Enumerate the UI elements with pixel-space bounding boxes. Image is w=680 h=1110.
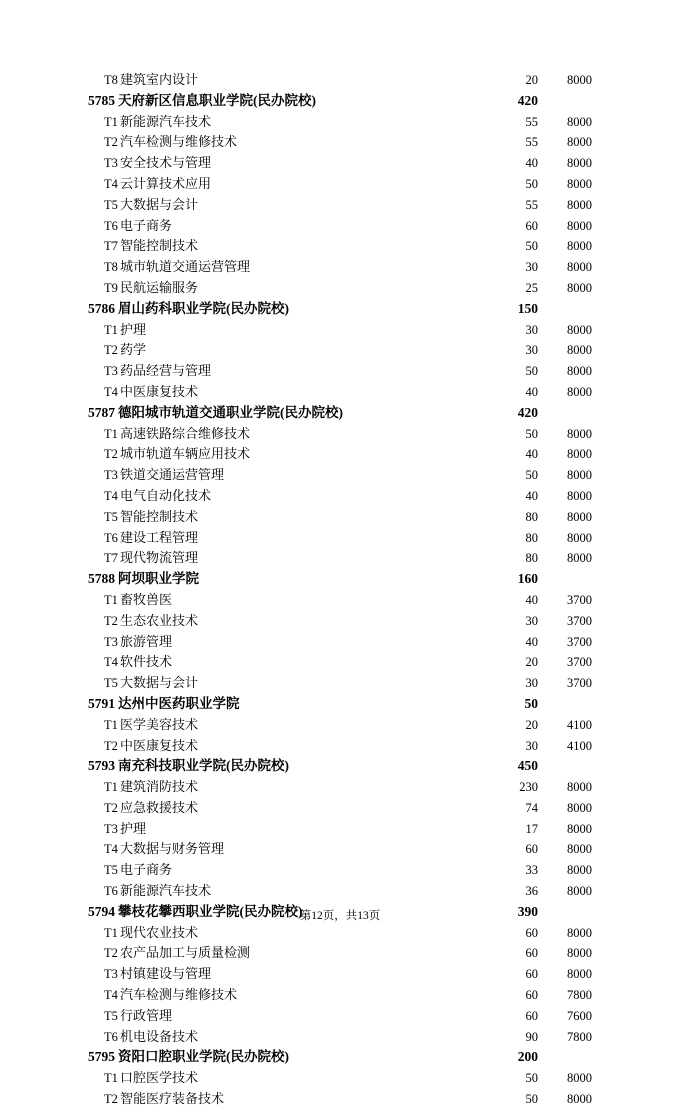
plan-count: 30 (525, 343, 538, 358)
major-code: T1 (104, 780, 118, 795)
major-name: 新能源汽车技术 (120, 883, 212, 899)
major-row (88, 444, 592, 465)
tuition-fee: 8000 (567, 863, 592, 878)
major-row (88, 528, 592, 549)
major-name: 智能控制技术 (120, 238, 199, 254)
plan-count: 200 (517, 1049, 538, 1065)
tuition-fee (544, 569, 592, 590)
major-code: T6 (104, 1029, 118, 1044)
major-name: 中医康复技术 (120, 737, 199, 753)
major-code: T8 (104, 73, 118, 87)
school-code: 5793 (88, 758, 115, 774)
major-name: 大数据与会计 (120, 675, 199, 691)
tuition-fee: 8000 (567, 260, 592, 275)
tuition-fee: 3700 (567, 592, 592, 607)
major-code: T3 (104, 821, 118, 836)
plan-count: 60 (525, 842, 538, 857)
major-row (88, 174, 592, 195)
plan-count: 40 (525, 447, 538, 462)
tuition-fee (544, 299, 592, 320)
major-name: 药品经营与管理 (120, 363, 212, 379)
major-name: 民航运输服务 (120, 279, 199, 295)
page-footer: 第12页，共13页 (299, 910, 381, 922)
school-name: 天府新区信息职业学院(民办院校) (118, 92, 316, 108)
major-name: 中医康复技术 (120, 383, 199, 399)
major-code: T2 (104, 135, 118, 150)
major-name: 机电设备技术 (120, 1028, 199, 1044)
plan-count: 30 (525, 613, 538, 628)
tuition-fee: 8000 (567, 925, 592, 940)
tuition-fee: 8000 (567, 780, 592, 795)
major-name: 智能医疗装备技术 (120, 1091, 225, 1107)
plan-count: 36 (525, 884, 538, 899)
major-code: T7 (104, 239, 118, 254)
school-code: 5788 (88, 571, 115, 587)
major-name: 云计算技术应用 (120, 175, 212, 191)
major-name: 建筑室内设计 (120, 72, 199, 87)
school-code: 5786 (88, 300, 115, 316)
major-name: 建设工程管理 (120, 529, 199, 545)
major-row (88, 70, 592, 91)
plan-count: 50 (525, 239, 538, 254)
major-code: T5 (104, 197, 118, 212)
school-name: 德阳城市轨道交通职业学院(民办院校) (118, 404, 343, 420)
tuition-fee: 8000 (567, 384, 592, 399)
major-code: T1 (104, 114, 118, 129)
major-code: T1 (104, 322, 118, 337)
major-code: T5 (104, 676, 118, 691)
major-name: 铁道交通运营管理 (120, 467, 225, 483)
tuition-fee: 4100 (567, 717, 592, 732)
plan-count: 420 (517, 92, 538, 108)
plan-count: 150 (517, 300, 538, 316)
tuition-fee (544, 694, 592, 715)
school-name: 阿坝职业学院 (118, 571, 199, 587)
tuition-fee: 7800 (567, 988, 592, 1003)
plan-count: 450 (517, 758, 538, 774)
tuition-fee: 8000 (567, 967, 592, 982)
tuition-fee: 7800 (567, 1029, 592, 1044)
tuition-fee: 3700 (567, 613, 592, 628)
plan-count: 40 (525, 634, 538, 649)
plan-count: 60 (525, 925, 538, 940)
plan-count: 55 (525, 197, 538, 212)
tuition-fee: 8000 (567, 800, 592, 815)
plan-count: 60 (525, 218, 538, 233)
major-row (88, 507, 592, 528)
major-row (88, 486, 592, 507)
tuition-fee: 8000 (567, 156, 592, 171)
major-row (88, 985, 592, 1006)
school-code: 5787 (88, 404, 115, 420)
major-row (88, 361, 592, 382)
major-row (88, 923, 592, 944)
tuition-fee: 4100 (567, 738, 592, 753)
plan-count: 390 (517, 903, 538, 919)
tuition-fee (544, 403, 592, 424)
plan-count: 40 (525, 488, 538, 503)
plan-count: 20 (525, 717, 538, 732)
major-code: T3 (104, 156, 118, 171)
tuition-fee: 3700 (567, 634, 592, 649)
plan-count: 20 (525, 655, 538, 670)
major-code: T1 (104, 592, 118, 607)
plan-count: 40 (525, 156, 538, 171)
major-code: T1 (104, 925, 118, 940)
plan-count: 160 (517, 571, 538, 587)
major-row (88, 548, 592, 569)
school-code: 5785 (88, 92, 115, 108)
plan-count: 30 (525, 322, 538, 337)
plan-count: 230 (519, 780, 538, 795)
major-row (88, 881, 592, 902)
major-row (88, 860, 592, 881)
major-row (88, 195, 592, 216)
major-name: 汽车检测与维修技术 (120, 987, 238, 1003)
major-code: T6 (104, 530, 118, 545)
major-row (88, 424, 592, 445)
school-row (88, 403, 592, 424)
major-row (88, 715, 592, 736)
major-name: 农产品加工与质量检测 (120, 945, 251, 961)
plan-count: 80 (525, 551, 538, 566)
plan-count: 30 (525, 738, 538, 753)
major-code: T4 (104, 488, 118, 503)
school-row (88, 569, 592, 590)
plan-count: 17 (525, 821, 538, 836)
tuition-fee: 7600 (567, 1008, 592, 1023)
tuition-fee: 8000 (567, 73, 592, 87)
major-row (88, 236, 592, 257)
major-name: 软件技术 (120, 654, 173, 670)
tuition-fee: 3700 (567, 655, 592, 670)
plan-count: 60 (525, 946, 538, 961)
plan-count: 30 (525, 676, 538, 691)
tuition-fee (544, 91, 592, 112)
tuition-fee: 8000 (567, 509, 592, 524)
major-row (88, 632, 592, 653)
major-code: T2 (104, 800, 118, 815)
major-name: 建筑消防技术 (120, 779, 199, 795)
tuition-fee: 8000 (567, 218, 592, 233)
major-row (88, 1006, 592, 1027)
tuition-fee: 8000 (567, 114, 592, 129)
school-row (88, 756, 592, 777)
plan-count: 50 (525, 176, 538, 191)
major-code: T3 (104, 364, 118, 379)
tuition-fee: 8000 (567, 176, 592, 191)
major-row (88, 112, 592, 133)
plan-count: 33 (525, 863, 538, 878)
major-row (88, 320, 592, 341)
plan-count: 60 (525, 1008, 538, 1023)
major-name: 电子商务 (120, 217, 173, 233)
major-row (88, 652, 592, 673)
major-name: 护理 (120, 321, 147, 337)
major-name: 城市轨道车辆应用技术 (120, 446, 251, 462)
major-code: T4 (104, 988, 118, 1003)
school-name: 攀枝花攀西职业学院(民办院校) (118, 903, 303, 919)
tuition-fee: 8000 (567, 426, 592, 441)
school-code: 5791 (88, 695, 115, 711)
plan-count: 60 (525, 967, 538, 982)
tuition-fee: 8000 (567, 551, 592, 566)
plan-count: 25 (525, 280, 538, 295)
major-row (88, 257, 592, 278)
major-row (88, 132, 592, 153)
major-row (88, 153, 592, 174)
plan-count: 40 (525, 384, 538, 399)
major-code: T2 (104, 738, 118, 753)
plan-count: 80 (525, 509, 538, 524)
tuition-fee: 8000 (567, 239, 592, 254)
table-body (88, 70, 592, 1110)
tuition-fee: 8000 (567, 364, 592, 379)
major-name: 大数据与会计 (120, 196, 199, 212)
tuition-fee: 8000 (567, 343, 592, 358)
major-row (88, 736, 592, 757)
major-row (88, 819, 592, 840)
plan-count: 50 (525, 364, 538, 379)
major-code: T7 (104, 551, 118, 566)
major-code: T1 (104, 717, 118, 732)
plan-count: 80 (525, 530, 538, 545)
major-code: T4 (104, 655, 118, 670)
major-code: T3 (104, 967, 118, 982)
major-code: T6 (104, 884, 118, 899)
major-name: 护理 (120, 820, 147, 836)
major-name: 医学美容技术 (120, 716, 199, 732)
tuition-fee (544, 1047, 592, 1068)
major-code: T6 (104, 218, 118, 233)
major-row (88, 1089, 592, 1110)
tuition-fee: 8000 (567, 280, 592, 295)
plan-count: 60 (525, 988, 538, 1003)
major-name: 口腔医学技术 (120, 1070, 199, 1086)
major-name: 城市轨道交通运营管理 (120, 259, 251, 275)
plan-count: 30 (525, 260, 538, 275)
major-code: T3 (104, 634, 118, 649)
major-row (88, 943, 592, 964)
tuition-fee: 8000 (567, 1092, 592, 1107)
major-row (88, 798, 592, 819)
tuition-fee: 3700 (567, 676, 592, 691)
major-code: T2 (104, 613, 118, 628)
tuition-fee: 8000 (567, 530, 592, 545)
major-name: 智能控制技术 (120, 508, 199, 524)
major-name: 行政管理 (120, 1007, 173, 1023)
major-row (88, 673, 592, 694)
major-row (88, 278, 592, 299)
major-code: T9 (104, 280, 118, 295)
major-name: 药学 (120, 342, 147, 358)
major-code: T2 (104, 447, 118, 462)
major-code: T4 (104, 384, 118, 399)
plan-count: 90 (525, 1029, 538, 1044)
major-code: T2 (104, 946, 118, 961)
major-code: T2 (104, 343, 118, 358)
major-row (88, 382, 592, 403)
major-name: 应急救援技术 (120, 799, 199, 815)
tuition-fee: 8000 (567, 1071, 592, 1086)
school-name: 达州中医药职业学院 (118, 695, 240, 711)
school-name: 眉山药科职业学院(民办院校) (118, 300, 289, 316)
tuition-fee: 8000 (567, 842, 592, 857)
major-code: T2 (104, 1092, 118, 1107)
tuition-fee: 8000 (567, 821, 592, 836)
major-code: T8 (104, 260, 118, 275)
major-row (88, 1027, 592, 1048)
major-name: 生态农业技术 (120, 612, 199, 628)
tuition-fee: 8000 (567, 488, 592, 503)
school-row (88, 299, 592, 320)
major-code: T1 (104, 1071, 118, 1086)
school-name: 南充科技职业学院(民办院校) (118, 758, 289, 774)
tuition-fee: 8000 (567, 468, 592, 483)
tuition-fee: 8000 (567, 197, 592, 212)
major-row (88, 216, 592, 237)
tuition-fee: 8000 (567, 884, 592, 899)
major-row (88, 777, 592, 798)
plan-count: 50 (525, 426, 538, 441)
major-code: T5 (104, 1008, 118, 1023)
enrollment-plan-table (88, 70, 592, 1110)
major-row (88, 1068, 592, 1089)
major-row (88, 839, 592, 860)
plan-count: 20 (525, 73, 538, 87)
major-row (88, 964, 592, 985)
major-name: 现代农业技术 (120, 924, 199, 940)
major-name: 安全技术与管理 (120, 155, 212, 171)
plan-count: 50 (525, 468, 538, 483)
school-row (88, 91, 592, 112)
major-code: T5 (104, 863, 118, 878)
plan-count: 55 (525, 135, 538, 150)
major-code: T1 (104, 426, 118, 441)
major-name: 汽车检测与维修技术 (120, 134, 238, 150)
school-code: 5795 (88, 1049, 115, 1065)
tuition-fee: 8000 (567, 946, 592, 961)
tuition-fee: 8000 (567, 322, 592, 337)
plan-count: 55 (525, 114, 538, 129)
major-row (88, 611, 592, 632)
major-code: T3 (104, 468, 118, 483)
major-name: 畜牧兽医 (120, 591, 173, 607)
tuition-fee: 8000 (567, 447, 592, 462)
major-name: 电气自动化技术 (120, 487, 212, 503)
plan-count: 50 (525, 1092, 538, 1107)
major-name: 现代物流管理 (120, 550, 199, 566)
school-row (88, 694, 592, 715)
major-name: 新能源汽车技术 (120, 113, 212, 129)
major-name: 旅游管理 (120, 633, 173, 649)
school-code: 5794 (88, 903, 115, 919)
plan-count: 50 (524, 695, 538, 711)
tuition-fee: 8000 (567, 135, 592, 150)
school-name: 资阳口腔职业学院(民办院校) (118, 1049, 289, 1065)
major-row (88, 340, 592, 361)
major-code: T4 (104, 176, 118, 191)
major-code: T4 (104, 842, 118, 857)
plan-count: 50 (525, 1071, 538, 1086)
major-name: 大数据与财务管理 (120, 841, 225, 857)
tuition-fee (544, 756, 592, 777)
major-name: 电子商务 (120, 862, 173, 878)
plan-count: 74 (525, 800, 538, 815)
major-code: T5 (104, 509, 118, 524)
plan-count: 40 (525, 592, 538, 607)
school-row (88, 1047, 592, 1068)
major-row (88, 465, 592, 486)
major-row (88, 590, 592, 611)
plan-count: 420 (517, 404, 538, 420)
major-name: 村镇建设与管理 (120, 966, 212, 982)
major-name: 高速铁路综合维修技术 (120, 425, 251, 441)
